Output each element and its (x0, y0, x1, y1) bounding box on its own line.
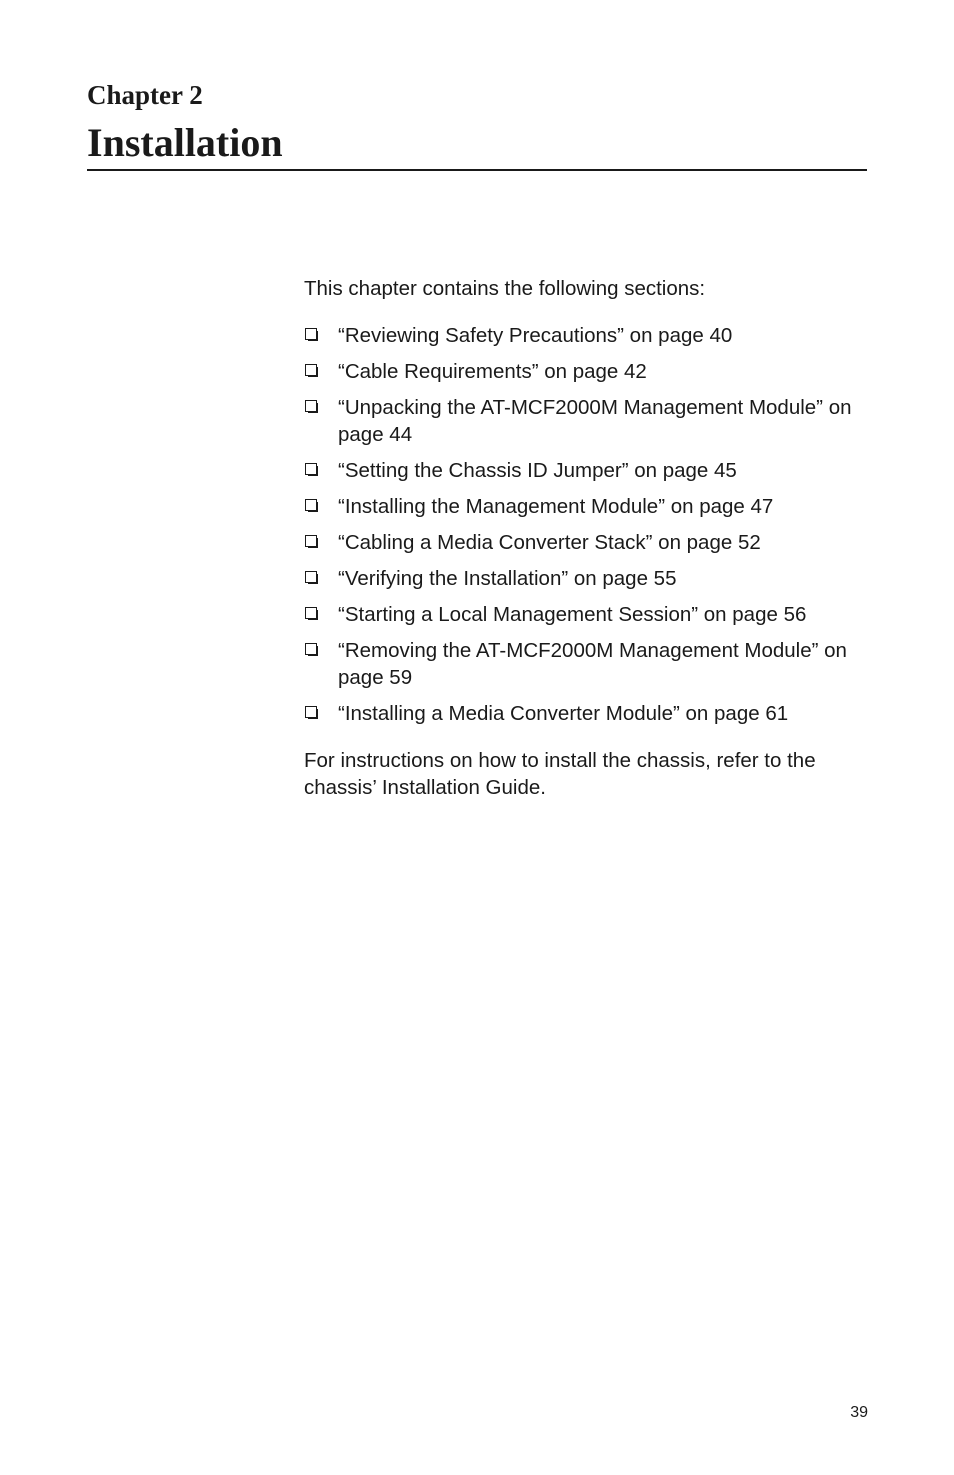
section-link[interactable]: “Verifying the Installation” on page 55 (338, 567, 677, 590)
checkbox-square-icon (305, 499, 317, 511)
outro-paragraph: For instructions on how to install the chassis, refer to the chassis’ Installation Guide. (304, 749, 816, 799)
list-item[interactable] (304, 529, 864, 556)
section-link[interactable]: “Starting a Local Management Session” on page 56 (338, 603, 807, 626)
checkbox-square-icon (305, 463, 317, 475)
checkbox-square-icon (305, 607, 317, 619)
list-item[interactable] (304, 358, 864, 385)
page-title: Installation (87, 120, 283, 165)
section-link[interactable]: “Cable Requirements” on page 42 (338, 360, 647, 383)
checkbox-square-icon (305, 535, 317, 547)
chapter-label: Chapter 2 (87, 80, 203, 110)
section-link[interactable]: “Removing the AT-MCF2000M Management Module” on page 59 (338, 639, 847, 689)
section-link[interactable]: “Installing a Media Converter Module” on page 61 (338, 702, 789, 725)
checkbox-square-icon (305, 364, 317, 376)
section-link[interactable]: “Unpacking the AT-MCF2000M Management Module” on page 44 (338, 396, 852, 446)
title-divider (87, 169, 867, 171)
list-item[interactable] (304, 457, 864, 484)
list-item[interactable] (304, 493, 864, 520)
checkbox-square-icon (305, 643, 317, 655)
list-item[interactable] (304, 322, 864, 349)
checkbox-square-icon (305, 400, 317, 412)
list-item[interactable] (304, 394, 864, 448)
list-item[interactable] (304, 601, 864, 628)
list-item[interactable] (304, 700, 864, 727)
main-content (304, 275, 864, 801)
checkbox-square-icon (305, 706, 317, 718)
section-link[interactable]: “Reviewing Safety Precautions” on page 40 (338, 324, 733, 347)
list-item[interactable] (304, 565, 864, 592)
list-item[interactable] (304, 637, 864, 691)
section-link[interactable]: “Setting the Chassis ID Jumper” on page 45 (338, 459, 737, 482)
section-link[interactable]: “Cabling a Media Converter Stack” on page 52 (338, 531, 761, 554)
section-link[interactable]: “Installing the Management Module” on page 47 (338, 495, 774, 518)
section-list (304, 322, 864, 727)
checkbox-square-icon (305, 328, 317, 340)
checkbox-square-icon (305, 571, 317, 583)
intro-paragraph: This chapter contains the following sections: (304, 277, 706, 300)
page-number: 39 (850, 1404, 868, 1421)
